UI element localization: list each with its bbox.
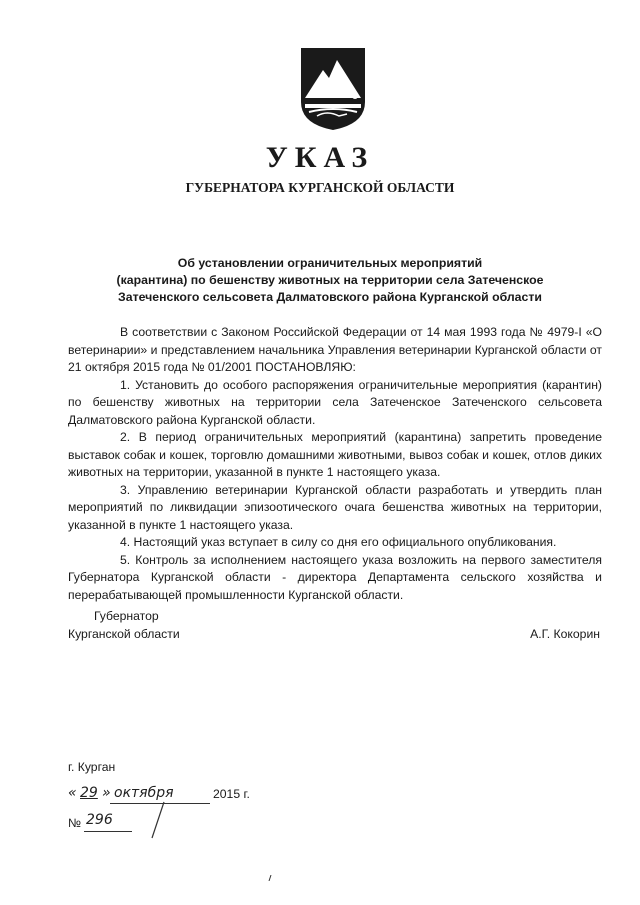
signatory-name: А.Г. Кокорин (530, 627, 600, 641)
preamble-paragraph: В соответствии с Законом Российской Федерации от 14 мая 1993 года № 4979-I «О ветеринарии» и представлением начальника Управления ветеринарии Курганской области от 21 октября 2015 года № 01/2001 ПОСТАНОВЛЯЮ: (68, 325, 602, 374)
position-region: Курганской области (68, 627, 180, 641)
date-open-quote: « (68, 785, 77, 801)
decree-issuer: ГУБЕРНАТОРА КУРГАНСКОЙ ОБЛАСТИ (185, 180, 455, 195)
issue-date (68, 783, 328, 811)
date-day: 29 (80, 785, 98, 801)
ink-dot-mark (268, 875, 272, 881)
subject-line: (карантина) по бешенству животных на территории села Затеченское (116, 273, 544, 287)
number-prefix: № (68, 816, 82, 830)
decree-item-5: 5. Контроль за исполнением настоящего указа возложить на первого заместителя Губернатора Курганской области - директора Департамента сельского хозяйства и перерабатывающей промышленности Курганской области. (68, 552, 602, 602)
date-month: октября (114, 785, 174, 801)
decree-item-4: 4. Настоящий указ вступает в силу со дня его официального опубликования. (120, 535, 557, 549)
decree-title: УКАЗ (265, 141, 375, 174)
signatory-position (68, 607, 180, 643)
date-close-quote: » (102, 785, 111, 801)
coat-of-arms-emblem (297, 46, 369, 132)
decree-subject (95, 255, 565, 306)
decree-item-2: 2. В период ограничительных мероприятий (карантина) запретить проведение выставок собак и кошек, торговлю домашними животными, вывоз собак и кошек, отлов диких животных на территории, указанной в пункте 1 настоящего указа. (68, 430, 602, 479)
subject-line: Об установлении ограничительных мероприятий (177, 256, 483, 270)
subject-line: Затеченского сельсовета Далматовского района Курганской области (118, 290, 542, 304)
decree-item-1: 1. Установить до особого распоряжения ограничительные мероприятия (карантин) по бешенству животных на территории села Затеченское Затеченского сельсовета Далматовского района Курганской области. (68, 377, 602, 427)
position-title: Губернатор (94, 609, 159, 623)
number-underline (84, 831, 132, 832)
number-value: 296 (86, 812, 113, 828)
decree-number (68, 812, 188, 838)
issue-city: г. Курган (68, 760, 116, 774)
pen-stroke-mark (148, 800, 168, 840)
date-year: 2015 г. (213, 787, 250, 801)
decree-body (68, 324, 602, 604)
decree-item-3: 3. Управлению ветеринарии Курганской области разработать и утвердить план мероприятий по ликвидации эпизоотического очага бешенства животных на территории, указанной в пункте 1 настоящего указа. (68, 482, 602, 532)
